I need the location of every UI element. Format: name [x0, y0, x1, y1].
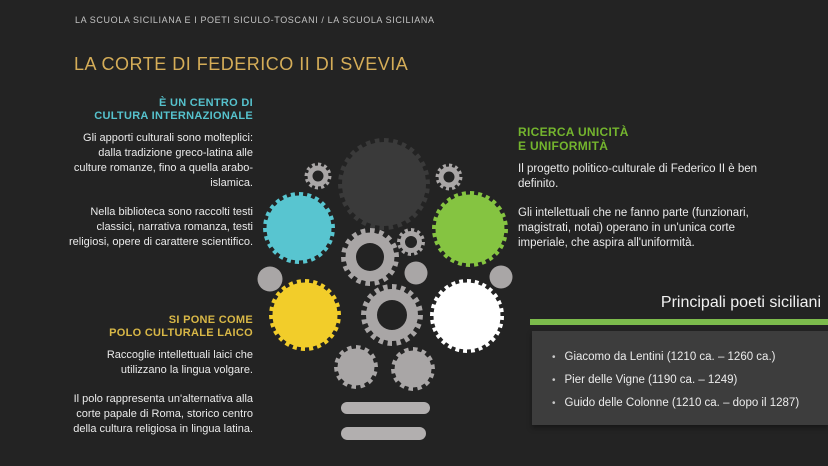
heading-line: SI PONE COME: [168, 314, 253, 326]
heading-line: E UNIFORMITÀ: [518, 138, 609, 153]
poet-list-item: [552, 351, 820, 363]
bullet-icon: •: [552, 398, 556, 409]
paragraph-corte-imperiale: Gli intellettuali che ne fanno parte (funzionari, magistrati, notai) operano in un'unica corte imperiale, che aspira all'uniformità.: [518, 207, 749, 249]
paragraph-apporti-culturali: Gli apporti culturali sono molteplici: dalla tradizione greco-latina alle culture romanze, fino a quella arabo-islamica.: [73, 132, 253, 189]
poets-panel-heading: Principali poeti siciliani: [660, 294, 821, 311]
poets-divider-bar: [530, 319, 828, 325]
poet-list-item: [552, 374, 820, 386]
section-ricerca-uniformita: [518, 126, 772, 265]
section-heading-polo-laico: [63, 314, 253, 339]
section-polo-culturale-laico: [63, 314, 253, 451]
section-heading-cultura-internazionale: [63, 97, 253, 122]
poets-panel: [532, 331, 828, 425]
poet-name: Giacomo da Lentini (1210 ca. – 1260 ca.): [564, 351, 776, 363]
paragraph-alternativa-roma: Il polo rappresenta un'alternativa alla corte papale di Roma, storico centro della cultura religiosa in lingua latina.: [73, 393, 253, 435]
poet-list-item: [552, 397, 820, 409]
slide-title: LA CORTE DI FEDERICO II DI SVEVIA: [74, 54, 409, 74]
paragraph-progetto-politico: Il progetto politico-culturale di Federico II è ben definito.: [518, 163, 758, 190]
heading-line: RICERCA UNICITÀ: [518, 125, 629, 139]
section-centro-cultura-internazionale: [63, 97, 253, 264]
poet-name: Pier delle Vigne (1190 ca. – 1249): [564, 374, 738, 386]
breadcrumb: LA SCUOLA SICILIANA E I POETI SICULO-TOSCANI / LA SCUOLA SICILIANA: [75, 15, 435, 25]
poets-list: [532, 331, 828, 409]
heading-line: POLO CULTURALE LAICO: [109, 326, 253, 339]
heading-line: CULTURA INTERNAZIONALE: [94, 109, 253, 122]
poet-name: Guido delle Colonne (1210 ca. – dopo il 1287): [564, 397, 800, 409]
section-heading-ricerca-uniformita: [518, 126, 772, 153]
paragraph-intellettuali-laici: Raccoglie intellettuali laici che utilizzano la lingua volgare.: [106, 349, 253, 376]
heading-line: È UN CENTRO DI: [158, 97, 253, 109]
bullet-icon: •: [552, 352, 556, 363]
paragraph-biblioteca: Nella biblioteca sono raccolti testi classici, narrativa romanza, testi religiosi, opere di carattere scientifico.: [68, 206, 253, 248]
bullet-icon: •: [552, 375, 556, 386]
